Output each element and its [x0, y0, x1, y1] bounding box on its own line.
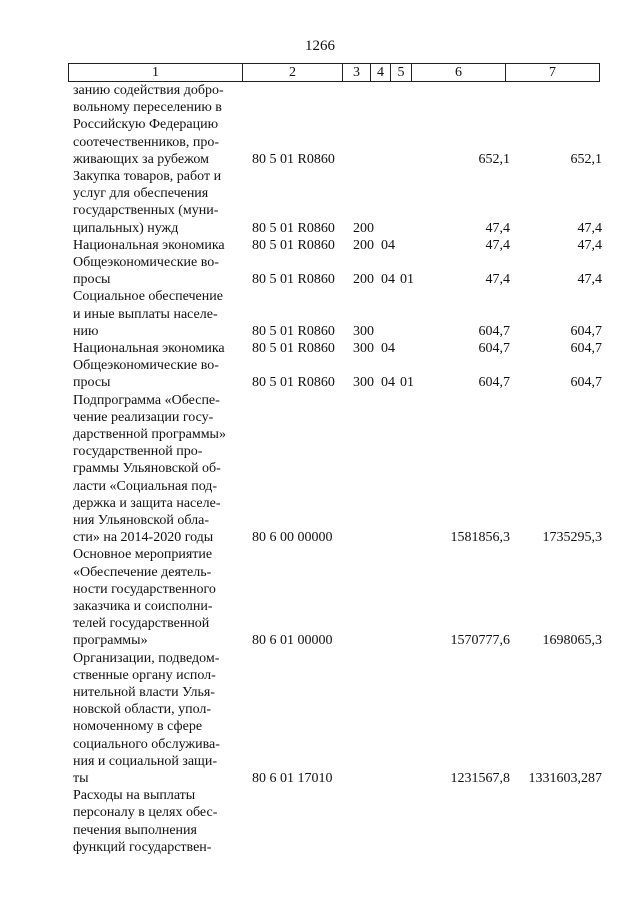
row-code: 80 6 01 17010 [252, 770, 333, 786]
row-col3: 300 [353, 323, 374, 339]
row-value-col6: 1581856,3 [450, 530, 510, 546]
row-name-line: номоченному в сфере [73, 719, 203, 735]
table-row [0, 82, 640, 168]
row-col4: 04 [381, 375, 395, 391]
table-row [0, 340, 640, 357]
row-name-line: дарственной программы» [73, 427, 226, 442]
row-name-line: «Обеспечение деятель- [73, 564, 212, 580]
row-col4: 04 [381, 272, 395, 288]
row-name-line: просы [73, 375, 111, 391]
row-name-line: нительной власти Улья- [73, 685, 215, 700]
row-value-col7: 1331603,287 [528, 770, 602, 786]
row-name [73, 237, 241, 254]
row-name [73, 82, 241, 168]
row-name-line: чение реализации госу- [73, 409, 214, 425]
row-name-line: государственной про- [73, 444, 203, 460]
row-name-line: нию [73, 323, 99, 339]
row-name-line: Организации, подведом- [73, 650, 220, 666]
row-code: 80 6 01 00000 [252, 633, 333, 649]
row-name-line: соотечественников, про- [73, 134, 220, 150]
row-name-line: живающих за рубежом [73, 151, 209, 167]
row-code: 80 5 01 R0860 [252, 323, 335, 339]
row-name-line: Основное мероприятие [73, 547, 213, 563]
row-name-line: ности государственного [73, 581, 216, 597]
row-name-line: Российскую Федерацию [73, 117, 219, 133]
row-name-line: Подпрограмма «Обеспе- [73, 392, 220, 408]
row-name-line: телей государственной [73, 616, 210, 632]
row-value-col6: 47,4 [485, 220, 510, 236]
row-name-line: держка и защита населе- [73, 495, 221, 511]
row-name-line: печения выполнения [73, 822, 197, 838]
row-value-col7: 604,7 [570, 341, 602, 356]
row-name [73, 787, 241, 856]
row-name-line: Расходы на выплаты [73, 788, 196, 804]
row-name [73, 340, 241, 357]
column-header-7: 7 [506, 64, 600, 82]
row-name-line: Национальная экономика [73, 341, 225, 356]
row-name-line: Общеэкономические во- [73, 358, 219, 374]
column-header-table [68, 63, 600, 82]
row-value-col6: 1231567,8 [450, 770, 510, 786]
row-name-line: персоналу в целях обес- [73, 805, 218, 821]
row-name-line: ципальных) нужд [73, 220, 179, 236]
row-name [73, 168, 241, 237]
row-name-line: Национальная экономика [73, 237, 225, 253]
table-row [0, 288, 640, 340]
row-col5: 01 [400, 375, 414, 391]
row-value-col7: 604,7 [570, 375, 602, 391]
row-name-line: вольному переселению в [73, 100, 222, 116]
column-header-6: 6 [412, 64, 506, 82]
row-code: 80 5 01 R0860 [252, 272, 335, 288]
row-name-line: социального обслужива- [73, 736, 220, 752]
row-value-col6: 604,7 [478, 341, 510, 356]
column-header-2: 2 [243, 64, 343, 82]
row-value-col7: 47,4 [577, 272, 602, 288]
row-value-col6: 1570777,6 [450, 633, 510, 649]
row-col4: 04 [381, 341, 395, 356]
row-code: 80 6 00 00000 [252, 530, 333, 546]
row-name-line: ния Ульяновской обла- [73, 513, 210, 529]
table-row [0, 546, 640, 649]
row-col3: 200 [353, 237, 374, 253]
row-value-col6: 47,4 [485, 237, 510, 253]
column-header-4: 4 [371, 64, 391, 82]
row-name-line: сти» на 2014-2020 годы [73, 530, 214, 546]
table-row [0, 787, 640, 856]
row-col4: 04 [381, 237, 395, 253]
row-name [73, 392, 241, 547]
row-value-col7: 1698065,3 [542, 633, 602, 649]
row-value-col7: 47,4 [577, 237, 602, 253]
column-header-5: 5 [391, 64, 412, 82]
row-name [73, 546, 241, 649]
table-row [0, 392, 640, 547]
row-code: 80 5 01 R0860 [252, 375, 335, 391]
row-name-line: просы [73, 272, 111, 288]
row-name-line: функций государствен- [73, 839, 212, 855]
row-value-col7: 1735295,3 [542, 530, 602, 546]
row-name-line: ты [73, 771, 89, 787]
row-name-line: занию содействия добро- [73, 83, 224, 98]
row-value-col7: 47,4 [577, 220, 602, 236]
row-code: 80 5 01 R0860 [252, 151, 335, 167]
row-name-line: ственные органу испол- [73, 667, 216, 683]
table-row [0, 254, 640, 288]
row-name [73, 357, 241, 391]
row-name [73, 650, 241, 788]
table-row [0, 168, 640, 237]
row-name-line: ния и социальной защи- [73, 753, 217, 769]
row-col3: 200 [353, 272, 374, 288]
row-name-line: граммы Ульяновской об- [73, 461, 221, 477]
row-name-line: программы» [73, 633, 148, 649]
row-col3: 300 [353, 341, 374, 356]
row-name-line: ласти «Социальная под- [73, 478, 218, 494]
table-row [0, 237, 640, 254]
row-name-line: Закупка товаров, работ и [73, 169, 222, 184]
row-name-line: государственных (муни- [73, 203, 219, 219]
row-value-col6: 47,4 [485, 272, 510, 288]
row-code: 80 5 01 R0860 [252, 237, 335, 253]
row-name-line: новской области, упол- [73, 702, 212, 718]
row-col3: 200 [353, 220, 374, 236]
column-header-3: 3 [343, 64, 371, 82]
table-row [0, 357, 640, 391]
row-name-line: услуг для обеспечения [73, 186, 209, 202]
row-col3: 300 [353, 375, 374, 391]
row-name-line: Социальное обеспечение [73, 289, 223, 305]
row-code: 80 5 01 R0860 [252, 220, 335, 236]
row-code: 80 5 01 R0860 [252, 341, 335, 356]
row-name [73, 254, 241, 288]
row-name-line: заказчика и соисполни- [73, 599, 213, 614]
row-value-col6: 652,1 [478, 151, 510, 167]
row-name-line: и иные выплаты населе- [73, 306, 218, 322]
page-number: 1266 [305, 38, 335, 54]
row-value-col6: 604,7 [478, 375, 510, 391]
row-value-col6: 604,7 [478, 323, 510, 339]
row-col5: 01 [400, 272, 414, 288]
table-row [0, 650, 640, 788]
row-value-col7: 652,1 [570, 151, 602, 167]
row-name [73, 288, 241, 340]
row-name-line: Общеэкономические во- [73, 255, 219, 270]
row-value-col7: 604,7 [570, 323, 602, 339]
column-header-1: 1 [69, 64, 243, 82]
